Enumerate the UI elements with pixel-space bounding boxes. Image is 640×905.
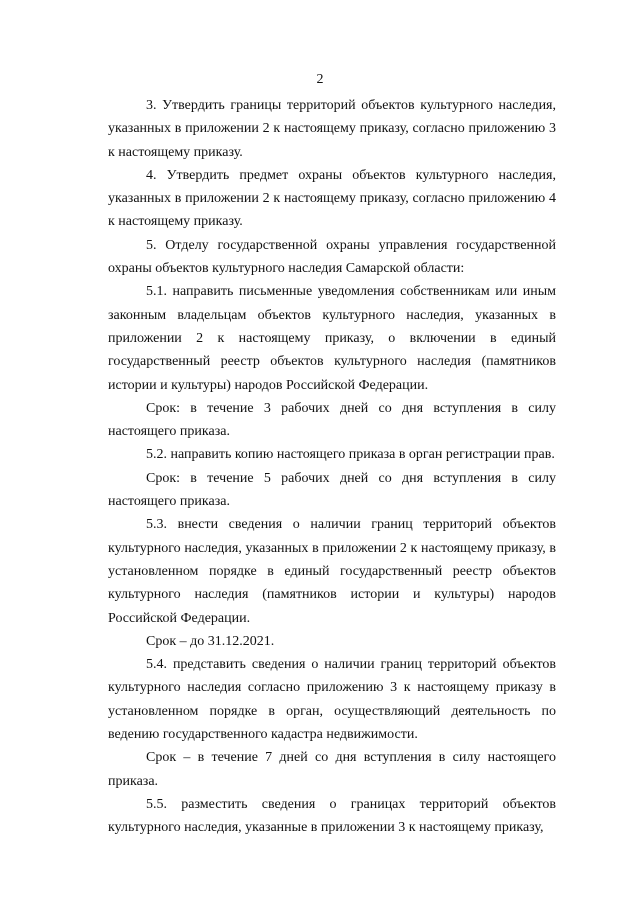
paragraph-item-5: 5. Отделу государственной охраны управления государственной охраны объектов культурного наследия Самарской области: — [108, 237, 556, 277]
paragraph-item-4: 4. Утвердить предмет охраны объектов культурного наследия, указанных в приложении 2 к настоящему приказу, согласно приложению 4 к настоящему приказу. — [108, 167, 556, 230]
paragraph-item-5-2: 5.2. направить копию настоящего приказа в орган регистрации прав. — [146, 447, 555, 463]
deadline-5-2: Срок: в течение 5 рабочих дней со дня вступления в силу настоящего приказа. — [108, 470, 556, 510]
paragraph-item-5-1: 5.1. направить письменные уведомления собственникам или иным законным владельцам объектов культурного наследия, указанных в приложении 2 к настоящему приказу, о включении в единый государственный реестр объектов культурного наследия (памятников истории и культуры) народов Российской Федерации. — [108, 284, 556, 393]
deadline-5-4: Срок – в течение 7 дней со дня вступления в силу настоящего приказа. — [108, 750, 556, 789]
document-body — [108, 94, 556, 840]
paragraph-item-5-4: 5.4. представить сведения о наличии границ территорий объектов культурного наследия согласно приложению 3 к настоящему приказу в установленном порядке в орган, осуществляющий деятельность по ведению государственного кадастра недвижимости. — [108, 657, 556, 743]
deadline-5-1: Срок: в течение 3 рабочих дней со дня вступления в силу настоящего приказа. — [108, 400, 556, 440]
paragraph-item-3: 3. Утвердить границы территорий объектов культурного наследия, указанных в приложении 2 к настоящему приказу, согласно приложению 3 к настоящему приказу. — [108, 98, 556, 160]
paragraph-item-5-3: 5.3. внести сведения о наличии границ территорий объектов культурного наследия, указанных в приложении 2 к настоящему приказу, в установленном порядке в единый государственный реестр объектов культурного наследия (памятников истории и культуры) народов Российской Федерации. — [108, 517, 556, 626]
deadline-5-3: Срок – до 31.12.2021. — [146, 633, 275, 649]
page-number: 2 — [316, 72, 324, 87]
paragraph-item-5-5: 5.5. разместить сведения о границах территорий объектов культурного наследия, указанные в приложении 3 к настоящему приказу, — [108, 796, 556, 836]
